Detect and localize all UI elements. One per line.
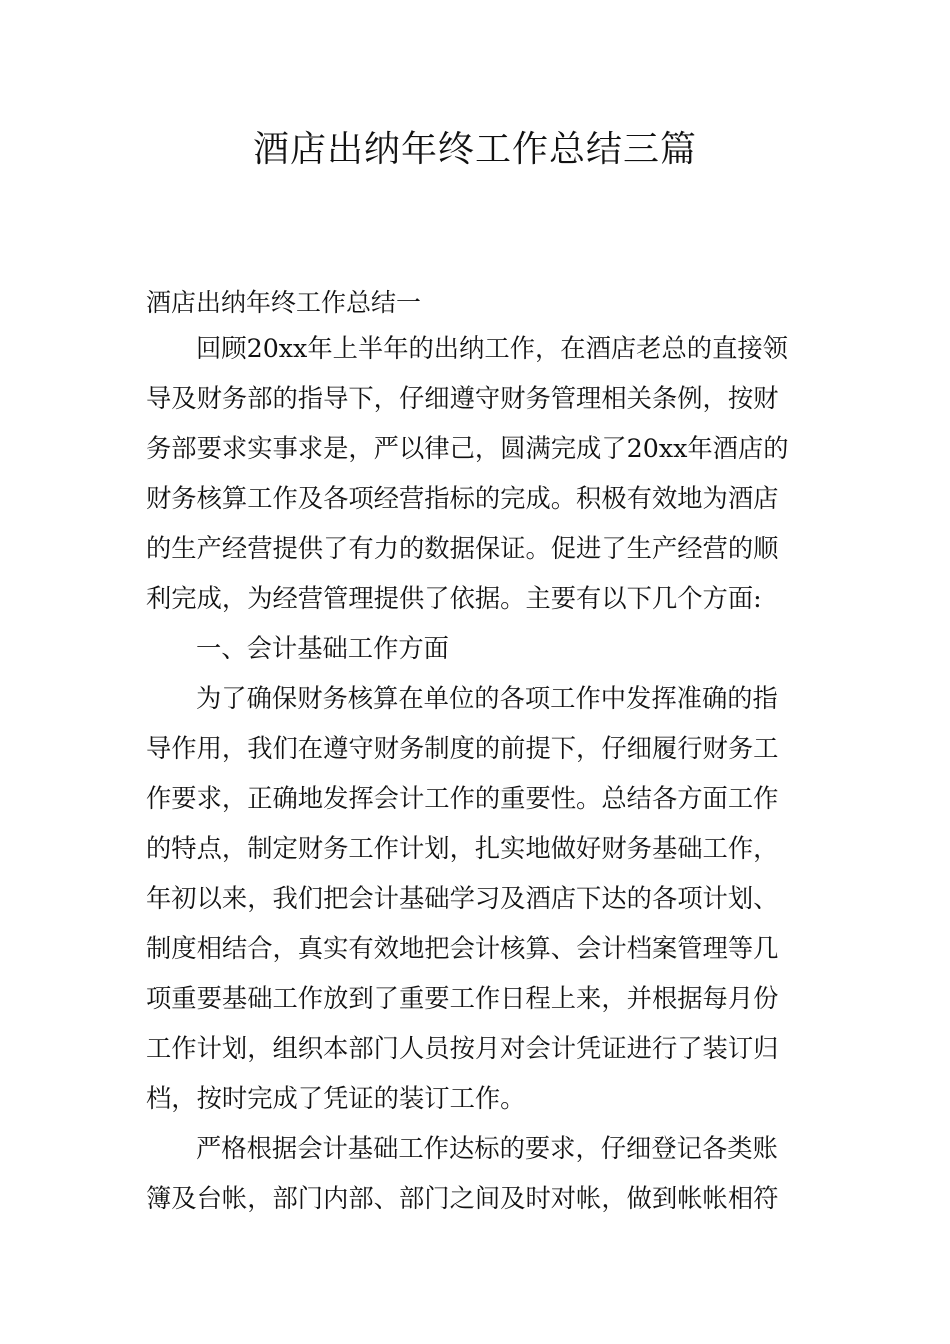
body-line: 项重要基础工作放到了重要工作日程上来，并根据每月份 [146,984,779,1013]
body-line: 档，按时完成了凭证的装订工作。 [146,1084,526,1113]
body-line: 为了确保财务核算在单位的各项工作中发挥准确的指 [196,684,778,713]
body-line: 利完成，为经营管理提供了依据。主要有以下几个方面: [146,584,762,613]
body-line: 导及财务部的指导下，仔细遵守财务管理相关条例，按财 [146,384,779,413]
body-line: 工作计划，组织本部门人员按月对会计凭证进行了装订归 [146,1034,779,1063]
section-heading: 一、会计基础工作方面 [196,634,449,663]
body-line: 严格根据会计基础工作达标的要求，仔细登记各类账 [196,1134,778,1163]
body-line: 制度相结合，真实有效地把会计核算、会计档案管理等几 [146,934,779,963]
body-line: 簿及台帐，部门内部、部门之间及时对帐，做到帐帐相符 [146,1184,779,1213]
body-line: 作要求，正确地发挥会计工作的重要性。总结各方面工作 [146,784,779,813]
body-line: 回顾20xx年上半年的出纳工作，在酒店老总的直接领 [196,334,788,363]
body-line: 的特点，制定财务工作计划，扎实地做好财务基础工作， [146,834,779,863]
body-line: 财务核算工作及各项经营指标的完成。积极有效地为酒店 [146,484,779,513]
body-line: 年初以来，我们把会计基础学习及酒店下达的各项计划、 [146,884,779,913]
document-title: 酒店出纳年终工作总结三篇 [252,129,697,170]
body-line: 的生产经营提供了有力的数据保证。促进了生产经营的顺 [146,534,779,563]
section-title: 酒店出纳年终工作总结一 [146,288,422,317]
body-line: 导作用，我们在遵守财务制度的前提下，仔细履行财务工 [146,734,779,763]
body-line: 务部要求实事求是，严以律己，圆满完成了20xx年酒店的 [146,434,789,463]
